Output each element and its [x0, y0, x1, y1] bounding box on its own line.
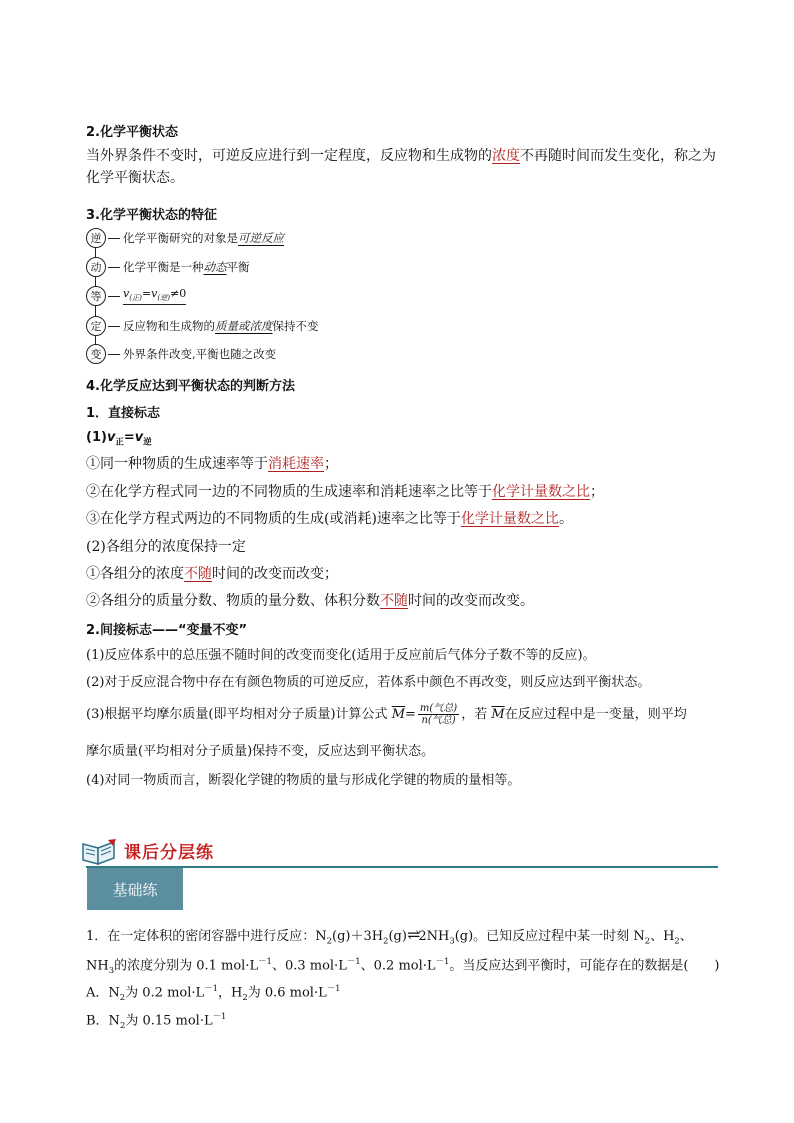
option-a: A．$N_2$为 0.2 $mol\cdot L^{-1}$，$H_2$为 0.6 $mol\cdot L^{-1}$ — [86, 983, 341, 1002]
feature-char: 动 — [86, 257, 106, 277]
dash — [108, 238, 120, 239]
text: 化学平衡是一种 — [123, 260, 204, 274]
text: 反应物和生成物的 — [123, 319, 215, 333]
indirect-3: (3)根据平均摩尔质量(即平均相对分子质量)计算公式 $\overline{M}=$ $\frac{\text{m(气总)}}{\text{n(气总)}}$ ，若 $\overline{M}$在反应过程中是一变量，则平均 — [86, 703, 687, 726]
feature-char: 逆 — [86, 228, 106, 248]
direct-rule-2: ②在化学方程式同一边的不同物质的生成速率和消耗速率之比等于化学计量数之比； — [86, 484, 604, 500]
text: 不再随时间而发生变化，称之为 — [520, 148, 716, 164]
heading-3: 3.化学平衡状态的特征 — [86, 208, 217, 223]
indirect-2: (2)对于反应混合物中存在有颜色物质的可逆反应，若体系中颜色不再改变，则反应达到平衡状态。 — [86, 675, 651, 690]
direct-2: (2)各组分的浓度保持一定 — [86, 539, 246, 555]
feature-row-bian — [86, 342, 276, 366]
dash — [108, 326, 120, 327]
underlined-term: 可逆反应 — [238, 231, 284, 245]
dash — [108, 354, 120, 355]
level-tab: 基础练 — [87, 868, 183, 910]
text: 当外界条件不变时，可逆反应进行到一定程度，反应物和生成物的 — [86, 148, 492, 164]
question-1-cont: $NH_3$的浓度分别为 0.1 $mol\cdot L^{-1}$、0.3 $mol\cdot L^{-1}$、0.2 $mol\cdot L^{-1}$。当反应达到平衡时，可能存在的数据是( ) — [86, 956, 720, 975]
feature-row-ding — [86, 314, 319, 338]
heading-2: 2.化学平衡状态 — [86, 125, 178, 140]
indirect-4: (4)对同一物质而言，断裂化学键的物质的量与形成化学键的物质的量相等。 — [86, 773, 521, 788]
feature-row-ni — [86, 226, 284, 250]
dash — [108, 296, 120, 297]
option-b: B．$N_2$为 0.15 $mol\cdot L^{-1}$ — [86, 1011, 227, 1030]
text: 化学平衡研究的对象是 — [123, 231, 238, 245]
text: 外界条件改变,平衡也随之改变 — [123, 347, 277, 361]
text: 化学平衡状态。 — [86, 170, 184, 186]
underlined-term: 动态 — [203, 260, 227, 274]
feature-row-deng — [86, 284, 186, 308]
feature-char: 变 — [86, 344, 106, 364]
indirect-mark-heading: 2.间接标志——“变量不变” — [86, 623, 248, 638]
feature-char: 定 — [86, 316, 106, 336]
concentration-rule-2: ②各组分的质量分数、物质的量分数、体积分数不随时间的改变而改变。 — [86, 593, 534, 609]
underlined-answer: 浓度 — [492, 148, 520, 164]
heading-4: 4.化学反应达到平衡状态的判断方法 — [86, 379, 295, 394]
question-1: 1．在一定体积的密闭容器中进行反应：$N_2(g)+3H_2(g)\rightleftharpoons 2NH_3(g)$。已知反应过程中某一时刻 $N_2$、$H_2$、 — [86, 925, 693, 946]
direct-rule-1: ①同一种物质的生成速率等于消耗速率； — [86, 456, 338, 472]
section-title: 课后分层练 — [124, 843, 214, 863]
book-icon — [80, 838, 118, 866]
indirect-3-cont: 摩尔质量(平均相对分子质量)保持不变，反应达到平衡状态。 — [86, 744, 435, 759]
text: 平衡 — [226, 260, 250, 274]
paragraph-2 — [86, 145, 726, 189]
text: 保持不变 — [272, 319, 319, 333]
rate-equality: $v_{(正)}=v_{(逆)}\ne 0$ — [123, 287, 186, 305]
concentration-rule-1: ①各组分的浓度不随时间的改变而改变； — [86, 566, 338, 582]
feature-char: 等 — [86, 286, 106, 306]
mean-molar-mass-symbol: $\overline{M}$ — [391, 707, 406, 722]
dash — [108, 267, 120, 268]
direct-rule-3: ③在化学方程式两边的不同物质的生成(或消耗)速率之比等于化学计量数之比。 — [86, 511, 573, 527]
feature-row-dong — [86, 255, 250, 279]
direct-1: $(1)v_正=v_逆$ — [86, 430, 152, 447]
formula-fraction: $\frac{\text{m(气总)}}{\text{n(气总)}}$ — [419, 703, 458, 726]
direct-mark-heading: 1．直接标志 — [86, 406, 161, 421]
underlined-term: 质量或浓度 — [215, 319, 273, 333]
reversible-arrow: ⇌ — [406, 925, 419, 944]
indirect-1: (1)反应体系中的总压强不随时间的改变而变化(适用于反应前后气体分子数不等的反应)。 — [86, 648, 596, 663]
